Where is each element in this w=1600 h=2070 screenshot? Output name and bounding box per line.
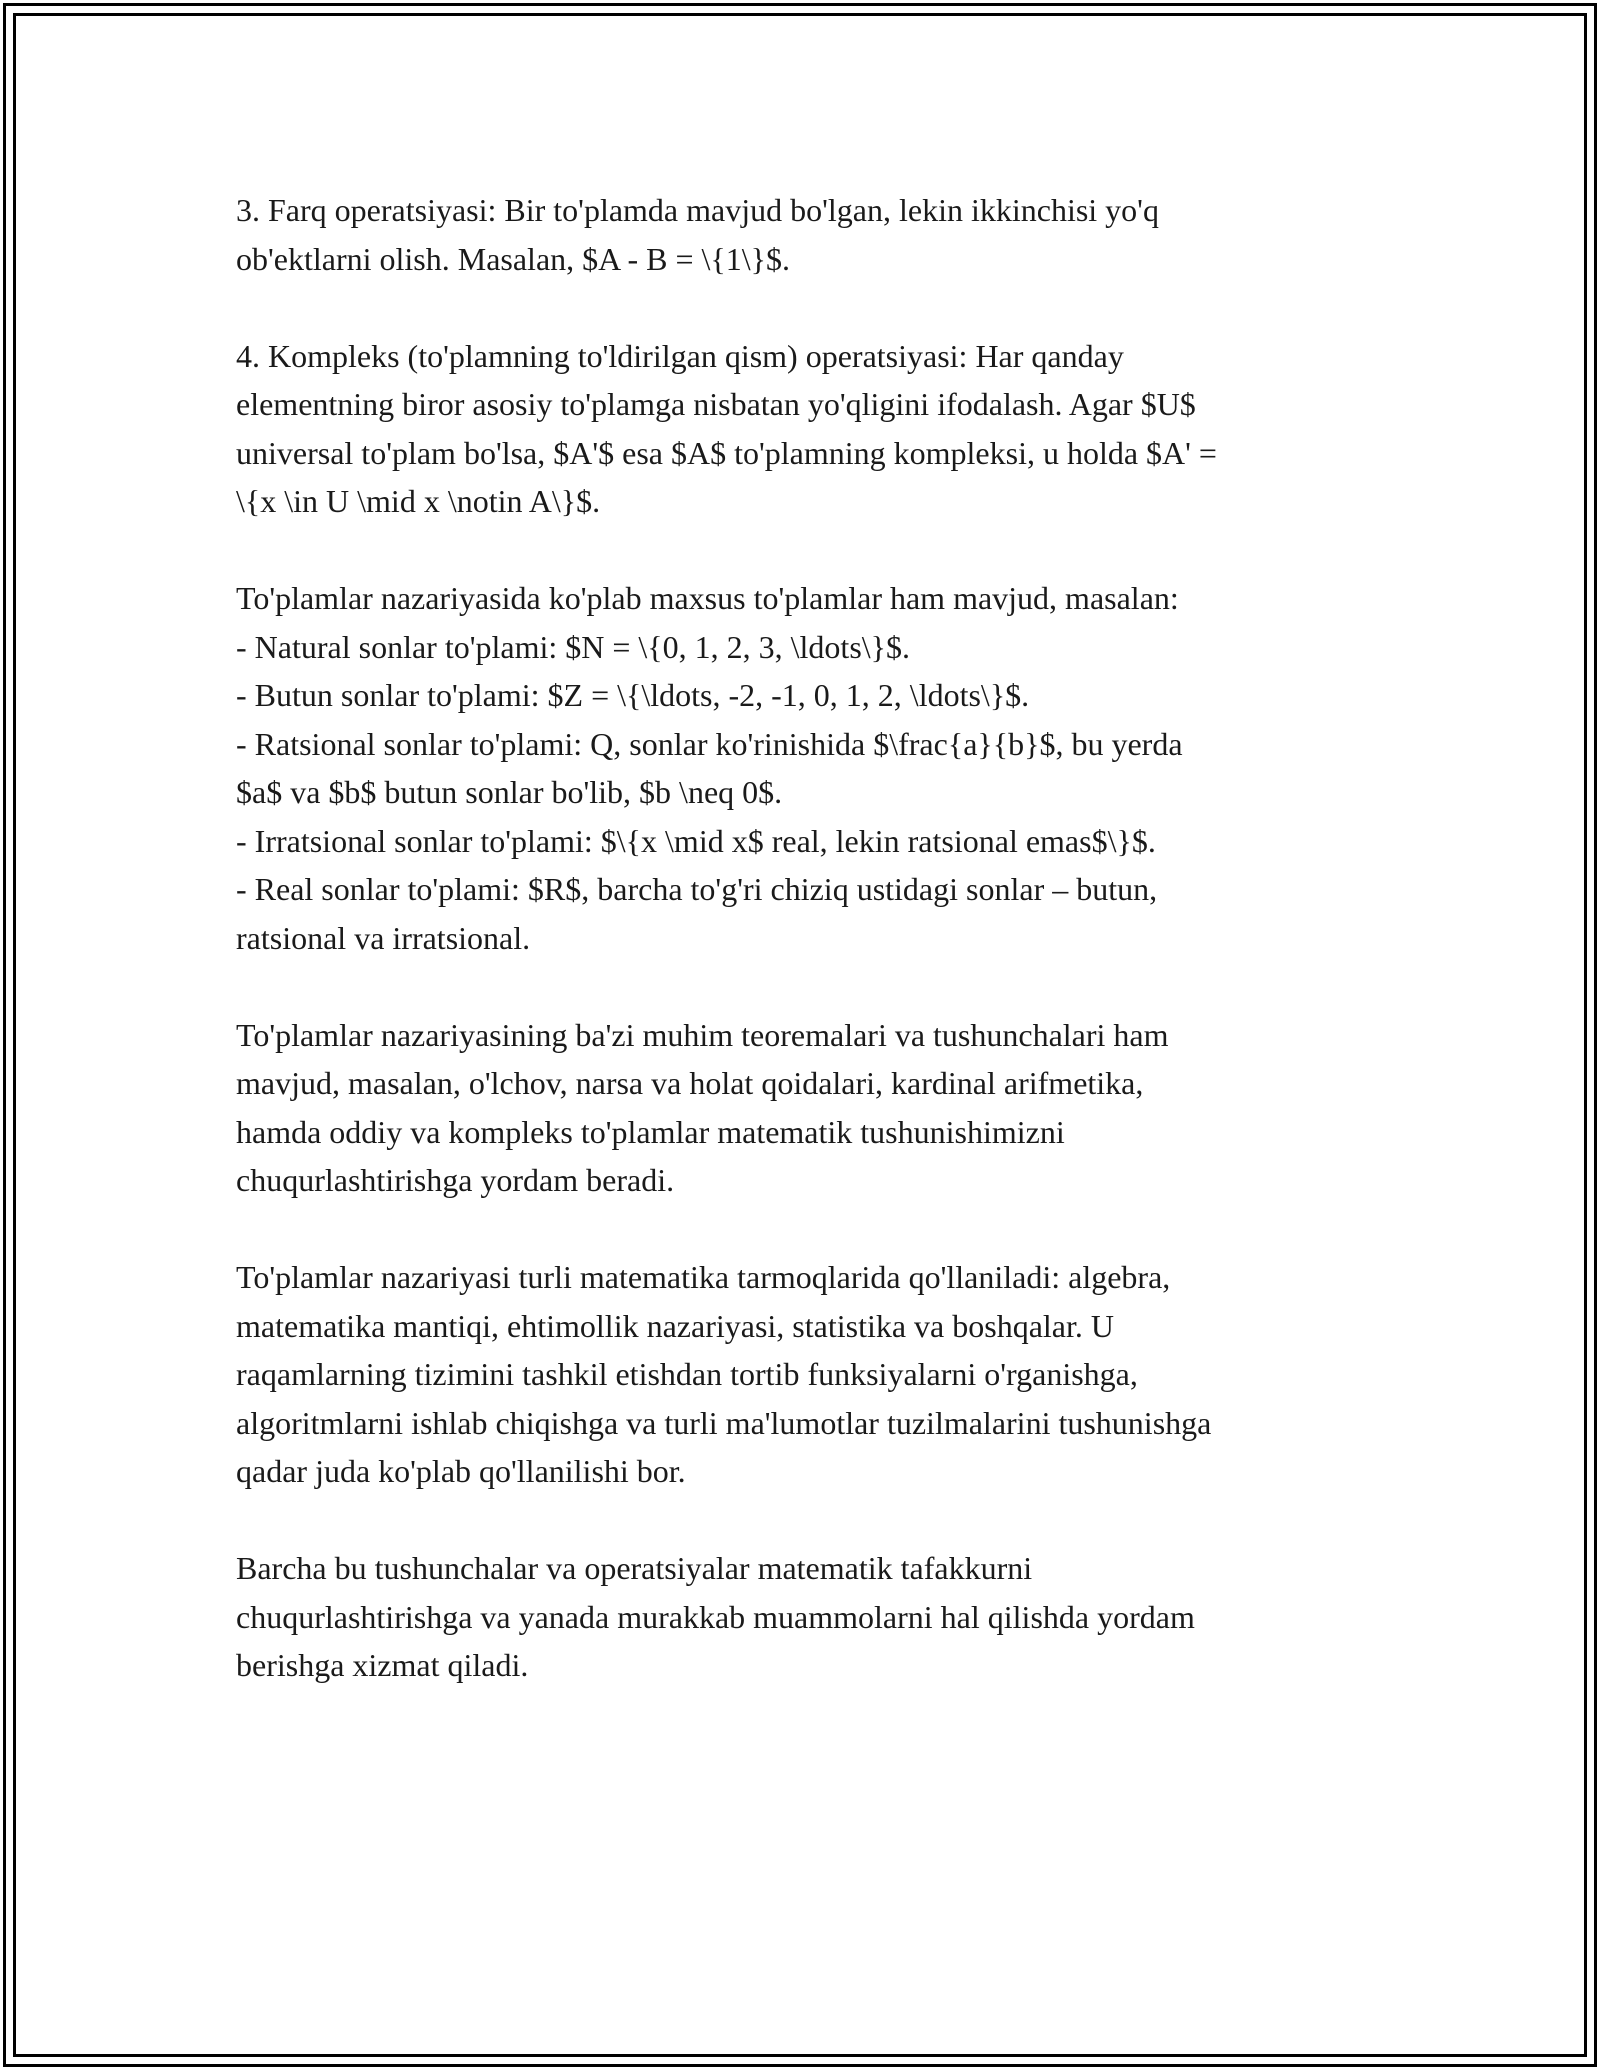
text-line: matematika mantiqi, ehtimollik nazariyasi, statistika va boshqalar. U xyxy=(236,1307,1114,1344)
text-line: $a$ va $b$ butun sonlar bo'lib, $b \neq 0$. xyxy=(236,774,783,810)
list-item-rational: - Ratsional sonlar to'plami: Q, sonlar ko'rinishida $\frac{a}{b}$, bu yerda xyxy=(236,725,1183,762)
text-line: mavjud, masalan, o'lchov, narsa va holat qoidalari, kardinal arifmetika, xyxy=(236,1065,1144,1101)
text-line: raqamlarning tizimini tashkil etishdan tortib funksiyalarni o'rganishga, xyxy=(236,1356,1138,1392)
text-line: algoritmlarni ishlab chiqishga va turli ma'lumotlar tuzilmalarini tushunishga xyxy=(236,1404,1212,1441)
paragraph-applications xyxy=(236,1253,1366,1496)
paragraph-difference-operation xyxy=(236,186,1366,283)
text-line: elementning biror asosiy to'plamga nisbatan yo'qligini ifodalash. Agar $U$ xyxy=(236,386,1196,422)
paragraph-theorems xyxy=(236,1011,1366,1205)
list-item-real: - Real sonlar to'plami: $R$, barcha to'g'ri chiziq ustidagi sonlar – butun, xyxy=(236,871,1158,907)
text-line: Barcha bu tushunchalar va operatsiyalar matematik tafakkurni xyxy=(236,1550,1033,1586)
text-line: hamda oddiy va kompleks to'plamlar matematik tushunishimizni xyxy=(236,1113,1065,1150)
list-item-irrational: - Irratsional sonlar to'plami: $\{x \mid x$ real, lekin ratsional emas$\}$. xyxy=(236,822,1156,859)
list-item-integer: - Butun sonlar to'plami: $Z = \{\ldots, -2, -1, 0, 1, 2, \ldots\}$. xyxy=(236,677,1030,713)
text-line: chuqurlashtirishga yordam beradi. xyxy=(236,1162,675,1198)
text-line: chuqurlashtirishga va yanada murakkab muammolarni hal qilishda yordam xyxy=(236,1598,1195,1635)
text-line: To'plamlar nazariyasida ko'plab maxsus to'plamlar ham mavjud, masalan: xyxy=(236,580,1179,616)
text-line: universal to'plam bo'lsa, $A'$ esa $A$ to'plamning kompleksi, u holda $A' = xyxy=(236,434,1217,471)
text-line: berishga xizmat qiladi. xyxy=(236,1647,529,1683)
text-line: ob'ektlarni olish. Masalan, $A - B = \{1\}$. xyxy=(236,240,791,277)
text-line: ratsional va irratsional. xyxy=(236,919,531,956)
text-line: 4. Kompleks (to'plamning to'ldirilgan qism) operatsiyasi: Har qanday xyxy=(236,337,1124,374)
text-line: qadar juda ko'plab qo'llanilishi bor. xyxy=(236,1453,686,1489)
text-line: \{x \in U \mid x \notin A\}$. xyxy=(236,483,601,519)
text-line: To'plamlar nazariyasi turli matematika tarmoqlarida qo'llaniladi: algebra, xyxy=(236,1259,1171,1295)
paragraph-complement-operation xyxy=(236,332,1366,526)
text-line: 3. Farq operatsiyasi: Bir to'plamda mavjud bo'lgan, lekin ikkinchisi yo'q xyxy=(236,192,1159,228)
paragraph-special-sets xyxy=(236,574,1366,962)
text-line: To'plamlar nazariyasining ba'zi muhim teoremalari va tushunchalari ham xyxy=(236,1016,1169,1053)
list-item-natural: - Natural sonlar to'plami: $N = \{0, 1, 2, 3, \ldots\}$. xyxy=(236,628,911,665)
document-body xyxy=(236,186,1366,1690)
paragraph-conclusion xyxy=(236,1544,1366,1690)
